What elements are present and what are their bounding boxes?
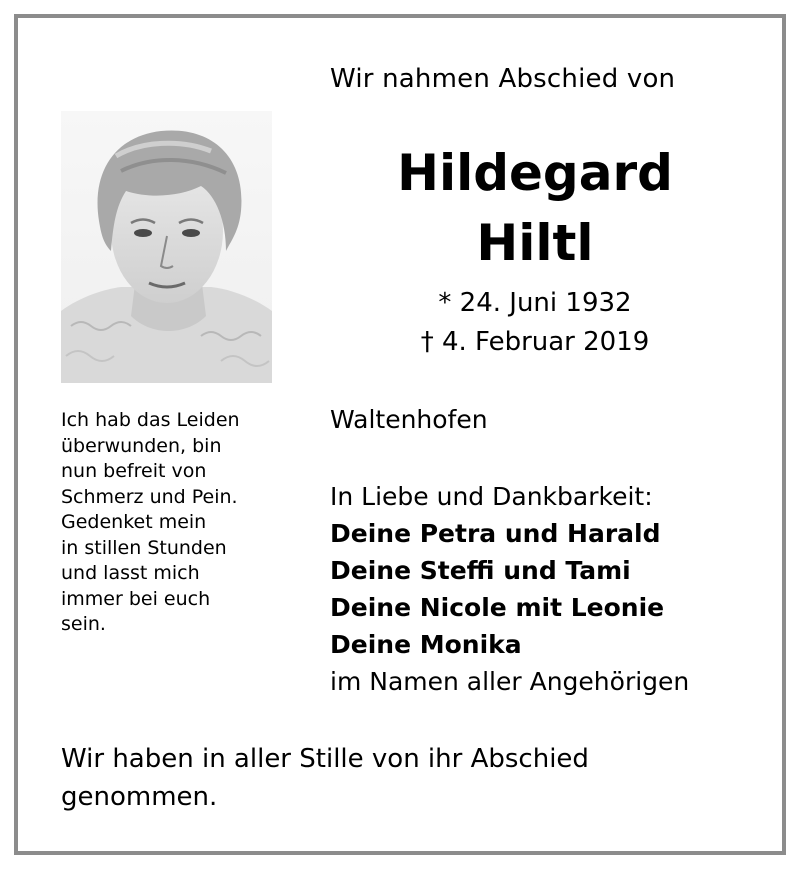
poem-line: sein.: [61, 613, 106, 635]
poem-line: Ich hab das Leiden: [61, 409, 240, 431]
closing-text: Wir haben in aller Stille von ihr Abschied genommen.: [61, 744, 589, 812]
place-name: Waltenhofen: [330, 405, 488, 434]
mourner-name: Deine Steffi und Tami: [330, 556, 631, 585]
mourners-heading: In Liebe und Dankbarkeit:: [330, 482, 653, 511]
poem: [61, 408, 301, 638]
poem-line: überwunden, bin: [61, 434, 222, 457]
death-date: † 4. Februar 2019: [420, 327, 650, 357]
poem-line: Schmerz und Pein.: [61, 485, 238, 508]
poem-line: immer bei euch: [61, 587, 211, 610]
mourners-footer: im Namen aller Angehörigen: [330, 667, 690, 696]
poem-line: und lasst mich: [61, 562, 200, 584]
deceased-first-name: Hildegard: [397, 144, 673, 202]
mourner-name: Deine Monika: [330, 630, 522, 659]
mourners-block: [330, 478, 689, 700]
birth-date: * 24. Juni 1932: [438, 288, 632, 318]
mourner-name: Deine Nicole mit Leonie: [330, 593, 665, 622]
mourner-name: Deine Petra und Harald: [330, 519, 661, 548]
deceased-last-name: Hiltl: [476, 214, 594, 272]
portrait-photo: [61, 111, 272, 383]
poem-line: Gedenket mein: [61, 511, 207, 533]
intro-line: Wir nahmen Abschied von: [330, 64, 676, 94]
poem-line: in stillen Stunden: [61, 536, 227, 559]
poem-line: nun befreit von: [61, 460, 207, 482]
